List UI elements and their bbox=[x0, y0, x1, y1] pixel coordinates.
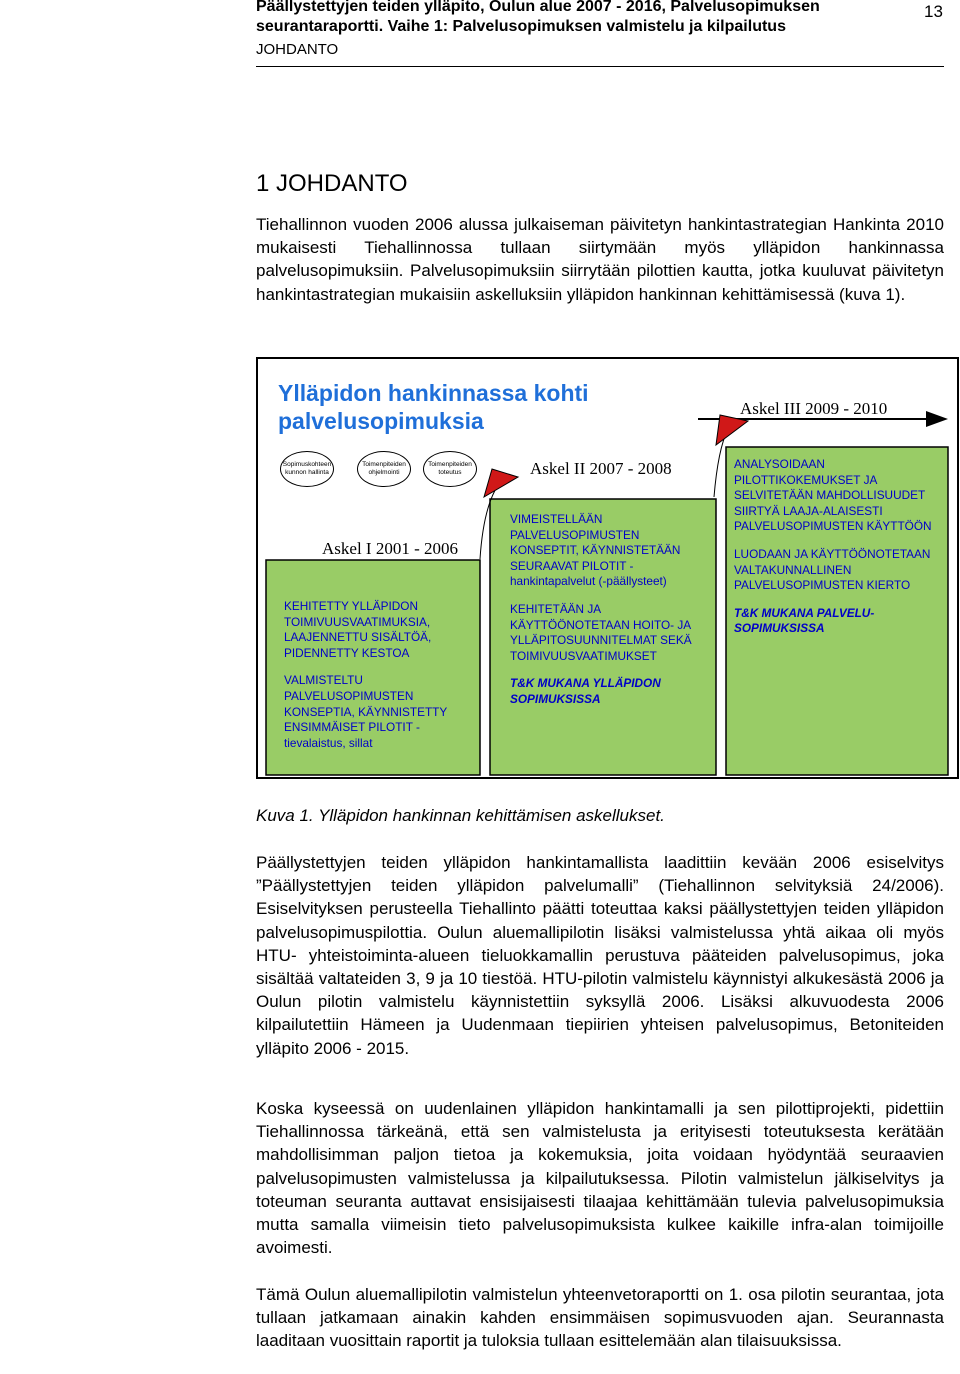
step3-text bbox=[734, 457, 944, 649]
step3-text-p1: ANALYSOIDAAN PILOTTIKOKEMUKSET JA SELVITETÄÄN MAHDOLLISUUDET SIIRTYÄ LAAJA-ALAISESTI PALVELUSOPIMUSTEN KÄYTTÖÖN bbox=[734, 457, 932, 534]
step3-text-p3: T&K MUKANA PALVELU-SOPIMUKSISSA bbox=[734, 605, 875, 636]
intro-paragraph: Tiehallinnon vuoden 2006 alussa julkaiseman päivitetyn hankintastrategian Hankinta 2010 mukaisesti Tiehallinnossa tullaan siirtymään myös ylläpidon hankinnassa palvelusopimuksiin. Palvelusopimuksiin siirrytään pilottien kautta, jotka kuuluvat päivitetyn hankintastrategian mukaisiin askelluksiin ylläpidon hankinnan kehittämisessä (kuva 1). bbox=[256, 215, 944, 304]
chapter-heading: 1 JOHDANTO bbox=[256, 170, 408, 197]
paragraph-2: Päällystettyjen teiden ylläpidon hankintamallista laadittiin kevään 2006 esiselvitys ”Päällystettyjen teiden ylläpidon palvelumalli” (Tiehallinnon selvityksiä 24/2006). Esiselvityksen perusteella Tiehallinto päätti toteuttaa kaksi päällystettyjen teiden ylläpidon palvelusopimuspilottia. Oulun aluemallipilotin lisäksi valmistelussa yhtä aikaa oli myös HTU- yhteistoiminta-alueen tieluokkamallin perustuva pääteiden palvelusopimus, joka sisältää valtateiden 3, 9 ja 10 tiestöä. HTU-pilotin valmistelu käynnistyi alkukesästä 2006 ja Oulun pilotin valmistelu käynnistettiin syksyllä 2006. Lisäksi alkuvuodesta 2006 kilpailutettiin Hämeen ja Uudenmaan tiepiirien yhteisen palvelusopimus, Betoniteiden ylläpito 2006 - 2015. bbox=[256, 853, 944, 1058]
figure-caption: Kuva 1. Ylläpidon hankinnan kehittämisen askellukset. bbox=[256, 806, 665, 825]
ellipse-implementation: Toimenpiteiden toteutus bbox=[423, 451, 477, 487]
step2-text bbox=[510, 512, 710, 720]
ellipse-condition-management: Sopimuskohteen kunnon hallinta bbox=[280, 451, 334, 487]
curved-arrow-1-head bbox=[484, 469, 518, 497]
step2-text-p1: VIMEISTELLÄÄN PALVELUSOPIMUSTEN KONSEPTIT, KÄYNNISTETÄÄN SEURAAVAT PILOTIT -hankintapalvelut (-päällysteet) bbox=[510, 512, 681, 589]
step3-text-p2: LUODAAN JA KÄYTTÖÖNOTETAAN VALTAKUNNALLINEN PALVELUSOPIMUSTEN KIERTO bbox=[734, 546, 931, 593]
header-rule bbox=[256, 66, 944, 67]
figure-steps-diagram bbox=[256, 357, 959, 779]
step1-text bbox=[284, 599, 478, 763]
step1-text-p2: VALMISTELTU PALVELUSOPIMUSTEN KONSEPTIA, KÄYNNISTETTY ENSIMMÄISET PILOTIT -tievalaistus, sillat bbox=[284, 673, 448, 750]
step3-arrow-head bbox=[926, 411, 948, 427]
curved-arrow-2-head bbox=[716, 415, 748, 445]
step3-label: Askel III 2009 - 2010 bbox=[740, 399, 888, 418]
step2-text-p2: KEHITETÄÄN JA KÄYTTÖÖNOTETAAN HOITO- JA YLLÄPITOSUUNNITELMAT SEKÄ TOIMIVUUSVAATIMUKSET bbox=[510, 601, 692, 663]
step1-text-p1: KEHITETTY YLLÄPIDON TOIMIVUUSVAATIMUKSIA, LAAJENNETTU SISÄLTÖÄ, PIDENNETTY KESTOA bbox=[284, 599, 432, 660]
paragraph-3: Koska kyseessä on uudenlainen ylläpidon hankintamalli ja sen pilottiprojekti, pidettiin Tiehallinnossa tärkeänä, että sen valmistelusta ja erityisesti toteutuksesta kerätään mahdollisimman paljon tietoa ja kokemuksia, joita voidaan hyödyntää seuraavien palvelusopimusten valmistelussa ja kilpailutuksessa. Pilotin valmistelun jälkiselvitys ja toteuman seuranta auttavat ensisijaisesti tilaajaa kehittämään tulevia palvelusopimuksia mutta samalla viimeisin tieto palvelusopimuksista kulkee kaikille infra-alan toimijoille avoimesti. bbox=[256, 1099, 944, 1258]
step1-label: Askel I 2001 - 2006 bbox=[322, 539, 458, 558]
running-header-section: JOHDANTO bbox=[256, 41, 339, 58]
ellipse-programming: Toimenpiteiden ohjelmointi bbox=[357, 451, 411, 487]
running-header-title: Päällystettyjen teiden ylläpito, Oulun alue 2007 - 2016, Palvelusopimuksen seurantaraportti. Vaihe 1: Palvelusopimuksen valmistelu ja kilpailutus bbox=[256, 0, 820, 35]
paragraph-4: Tämä Oulun aluemallipilotin valmistelun yhteenvetoraportti on 1. osa pilotin seurantaa, jota tullaan jatkamaan ainakin kahden ensimmäisen sopimusvuoden ajan. Seurannasta laaditaan vuosittain raportit ja tuloksia tullaan esittelemään alan tilaisuuksissa. bbox=[256, 1285, 944, 1351]
page-number: 13 bbox=[924, 2, 943, 21]
figure-title: Ylläpidon hankinnassa kohti palvelusopimuksia bbox=[278, 380, 589, 434]
step2-text-p3: T&K MUKANA YLLÄPIDON SOPIMUKSISSA bbox=[510, 676, 661, 706]
step2-label: Askel II 2007 - 2008 bbox=[530, 459, 672, 478]
